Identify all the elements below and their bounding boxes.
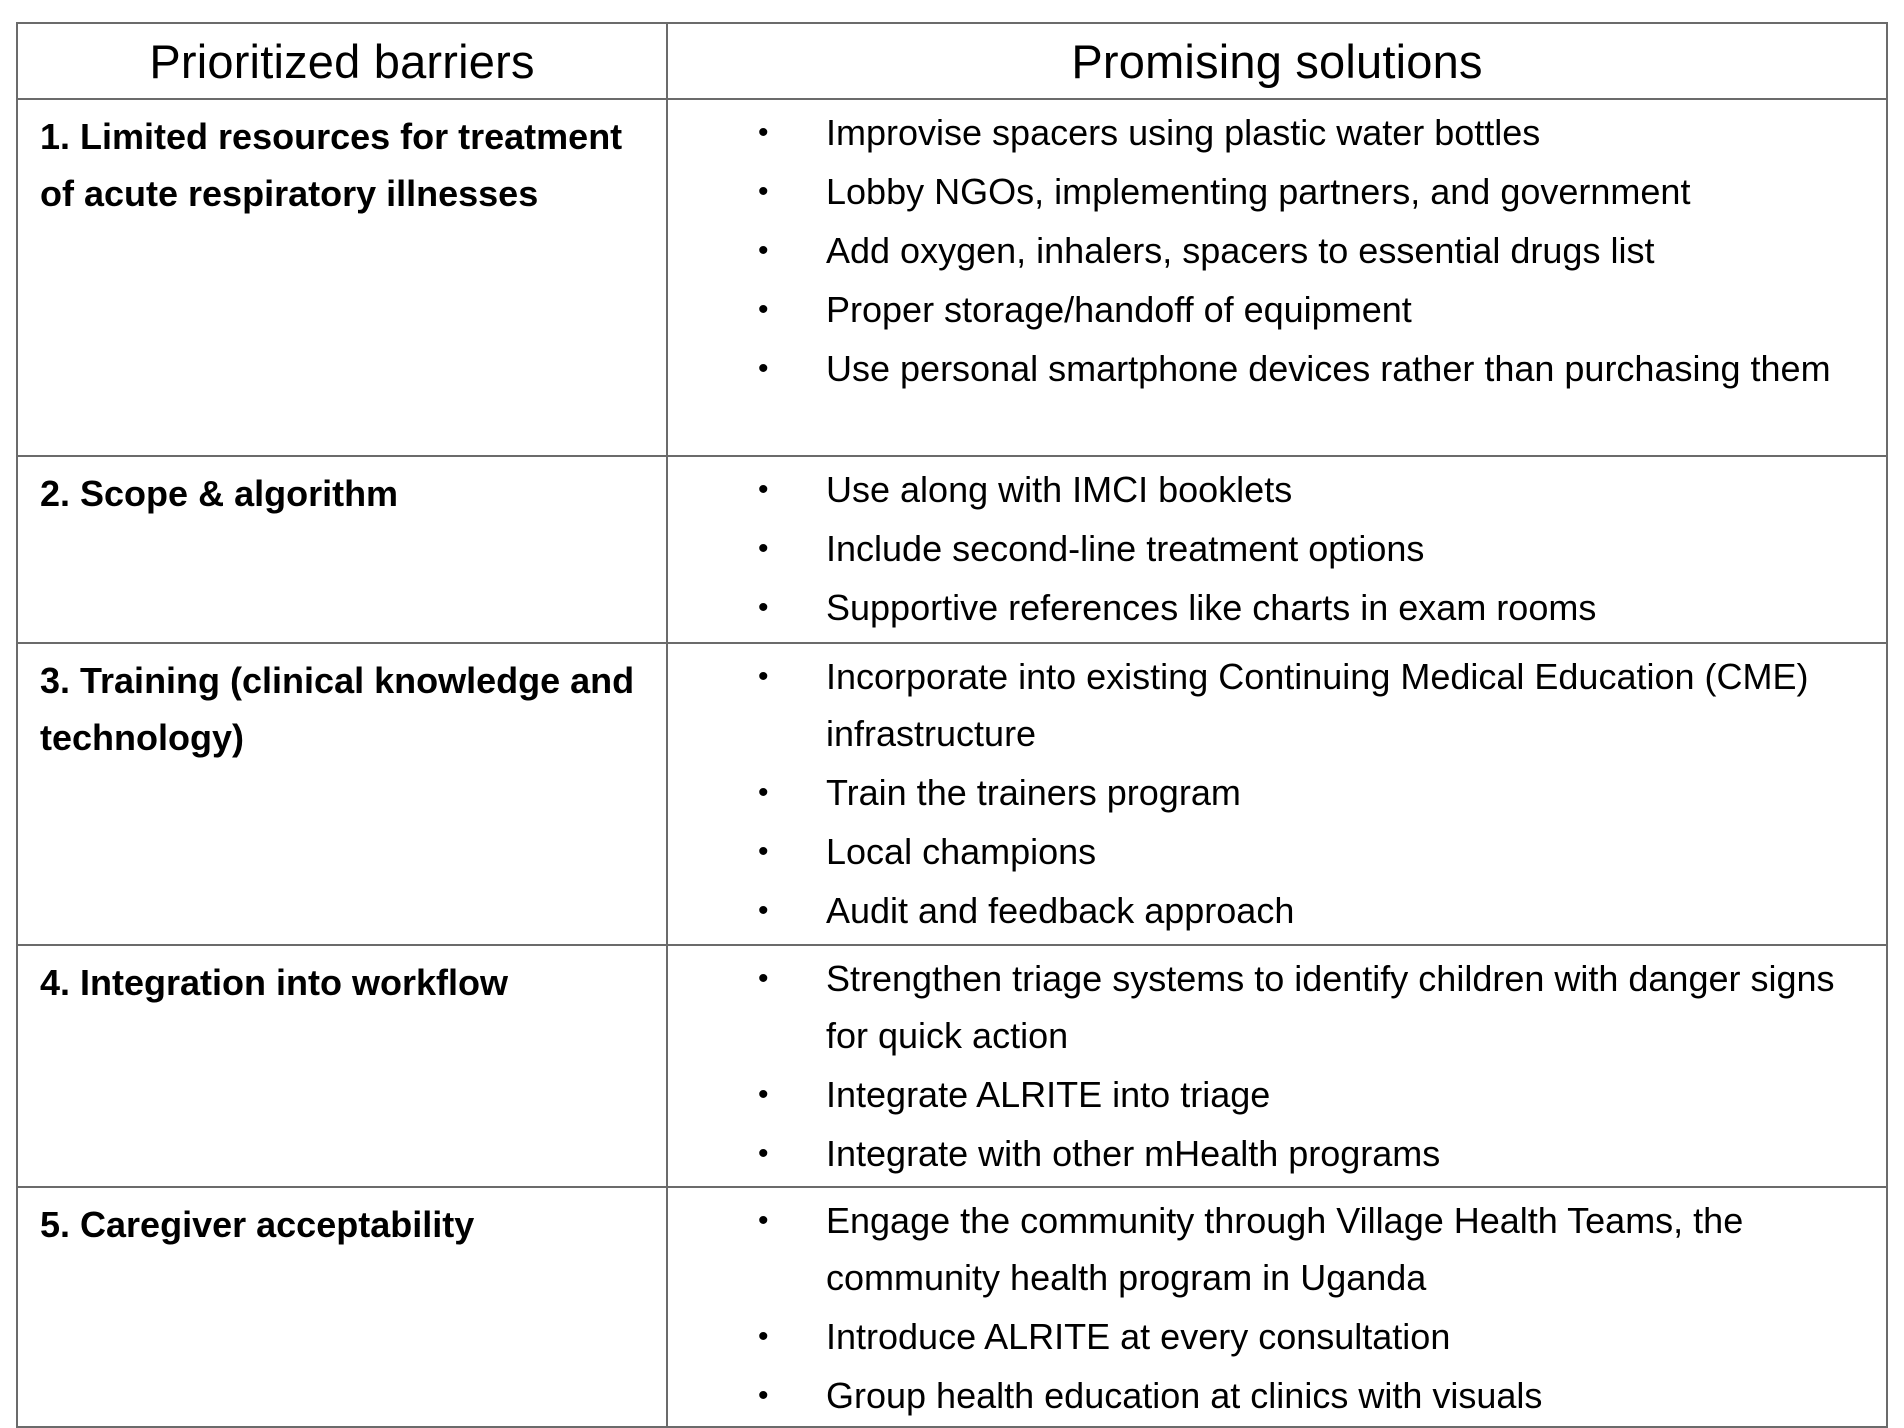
table-row <box>17 643 1887 945</box>
barrier-cell: 2. Scope & algorithm <box>17 456 667 643</box>
list-item <box>668 950 1866 1064</box>
bullet-icon: • <box>758 660 769 693</box>
solution-text: Add oxygen, inhalers, spacers to essential drugs list <box>826 230 1655 271</box>
solution-text: Local champions <box>826 831 1097 872</box>
list-item <box>668 1066 1866 1123</box>
solutions-cell <box>667 99 1887 456</box>
solution-text: Lobby NGOs, implementing partners, and government <box>826 171 1691 212</box>
solutions-list <box>668 648 1866 939</box>
bullet-icon: • <box>758 835 769 868</box>
table-row <box>17 1187 1887 1427</box>
solutions-list <box>668 1192 1866 1424</box>
table-row <box>17 99 1887 456</box>
barrier-cell: 4. Integration into workflow <box>17 945 667 1187</box>
list-item <box>668 163 1866 220</box>
list-item <box>668 1367 1866 1424</box>
header-solutions: Promising solutions <box>667 23 1887 99</box>
solution-text: Audit and feedback approach <box>826 890 1295 931</box>
bullet-icon: • <box>758 1078 769 1111</box>
solution-text: Incorporate into existing Continuing Medical Education (CME) infrastructure <box>826 656 1809 754</box>
bullet-icon: • <box>758 894 769 927</box>
list-item <box>668 1125 1866 1182</box>
solutions-list <box>668 461 1866 636</box>
table-row <box>17 456 1887 643</box>
header-row <box>17 23 1887 99</box>
solutions-cell <box>667 945 1887 1187</box>
bullet-icon: • <box>758 116 769 149</box>
solution-text: Introduce ALRITE at every consultation <box>826 1316 1451 1357</box>
bullet-icon: • <box>758 473 769 506</box>
bullet-icon: • <box>758 293 769 326</box>
bullet-icon: • <box>758 352 769 385</box>
list-item <box>668 882 1866 939</box>
list-item <box>668 104 1866 161</box>
solution-text: Improvise spacers using plastic water bottles <box>826 112 1541 153</box>
solution-text: Strengthen triage systems to identify children with danger signs for quick action <box>826 958 1835 1056</box>
bullet-icon: • <box>758 1204 769 1237</box>
bullet-icon: • <box>758 532 769 565</box>
solution-text: Train the trainers program <box>826 772 1241 813</box>
solution-text: Proper storage/handoff of equipment <box>826 289 1412 330</box>
bullet-icon: • <box>758 962 769 995</box>
list-item <box>668 340 1866 397</box>
list-item <box>668 1308 1866 1365</box>
table-row <box>17 945 1887 1187</box>
bullet-icon: • <box>758 591 769 624</box>
list-item <box>668 579 1866 636</box>
bullet-icon: • <box>758 776 769 809</box>
solutions-cell <box>667 643 1887 945</box>
barriers-solutions-table <box>16 22 1888 1428</box>
solutions-cell <box>667 1187 1887 1427</box>
solution-text: Integrate ALRITE into triage <box>826 1074 1271 1115</box>
list-item <box>668 520 1866 577</box>
bullet-icon: • <box>758 1320 769 1353</box>
solution-text: Use personal smartphone devices rather than purchasing them <box>826 348 1831 389</box>
bullet-icon: • <box>758 234 769 267</box>
barrier-cell: 3. Training (clinical knowledge and technology) <box>17 643 667 945</box>
solution-text: Engage the community through Village Health Teams, the community health program in Uganda <box>826 1200 1744 1298</box>
solution-text: Use along with IMCI booklets <box>826 469 1293 510</box>
list-item <box>668 1192 1866 1306</box>
barrier-cell: 5. Caregiver acceptability <box>17 1187 667 1427</box>
bullet-icon: • <box>758 175 769 208</box>
bullet-icon: • <box>758 1379 769 1412</box>
list-item <box>668 764 1866 821</box>
bullet-icon: • <box>758 1137 769 1170</box>
list-item <box>668 281 1866 338</box>
solutions-cell <box>667 456 1887 643</box>
barrier-cell: 1. Limited resources for treatment of acute respiratory illnesses <box>17 99 667 456</box>
list-item <box>668 461 1866 518</box>
solution-text: Supportive references like charts in exam rooms <box>826 587 1597 628</box>
list-item <box>668 648 1866 762</box>
solutions-list <box>668 950 1866 1182</box>
list-item <box>668 823 1866 880</box>
list-item <box>668 222 1866 279</box>
solution-text: Group health education at clinics with visuals <box>826 1375 1543 1416</box>
solutions-list <box>668 104 1866 397</box>
solution-text: Include second-line treatment options <box>826 528 1425 569</box>
solution-text: Integrate with other mHealth programs <box>826 1133 1441 1174</box>
header-barriers: Prioritized barriers <box>17 23 667 99</box>
